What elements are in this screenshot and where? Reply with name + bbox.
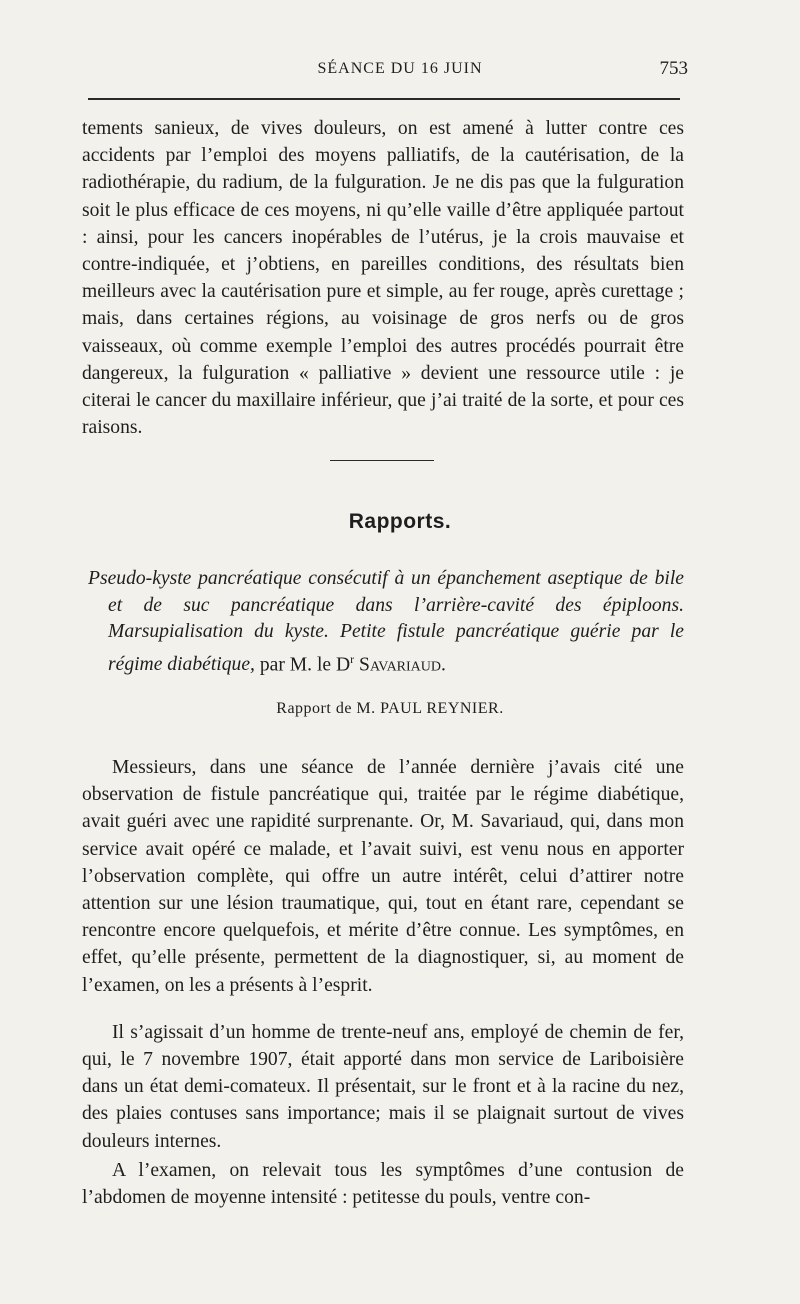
paragraph: Il s’agissait d’un homme de trente-neuf ans, employé de chemin de fer, qui, le 7 novembre 1907, était apporté dans mon service de Lariboisière dans un état demi-comateux. Il présentait, sur le front et à la racine du nez, des plaies contuses sans importance; mais il se plaignait surtout de vives douleurs internes. <box>82 1021 684 1152</box>
paragraph: Messieurs, dans une séance de l’année dernière j’avais cité une observation de fistule pancréatique qui, traitée par le régime diabétique, avait guéri avec une rapidité surprenante. Or, M. Savariaud, qui, dans mon service avait opéré ce malade, et l’avait suivi, est venu nous en apporter l’observation complète, qui offre un autre intérêt, celui d’attirer notre attention sur une lésion traumatique, qui, tout en étant rare, cependant se rencontre encore quelquefois, et mérite d’être connue. Les symptômes, en effet, qu’elle présente, permettent de la diagnostiquer, si, au moment de l’examen, on les a présents à l’esprit. <box>82 757 684 996</box>
page-number: 753 <box>659 58 688 79</box>
report-author: Savariaud. <box>354 654 446 676</box>
report-body <box>82 754 684 1231</box>
report-title <box>88 566 684 679</box>
header-rule <box>88 98 680 100</box>
section-title: Rapports. <box>348 510 452 533</box>
paragraph-text: tements sanieux, de vives douleurs, on est amené à lutter contre ces accidents par l’emploi des moyens palliatifs, de la cautérisation, de la radiothérapie, du radium, de la fulguration. Je ne dis pas que la fulguration soit le plus efficace de ces moyens, ni qu’elle vaille d’être appliquée partout : ainsi, pour les cancers inopérables de l’utérus, je la crois mauvaise et contre-indiquée, et j’obtiens, en pareilles conditions, des résultats bien meilleurs avec la cautérisation pure et simple, au fer rouge, après curettage ; mais, dans certaines régions, au voisinage de gros nerfs ou de gros vaisseaux, où comme exemple l’emploi des autres procédés pourrait être dangereux, la fulguration « palliative » devient une ressource utile : je citerai le cancer du maxillaire inférieur, que j’ai traité de la sorte, et pour ces raisons. <box>82 118 684 439</box>
running-head <box>0 58 800 88</box>
report-byline: Rapport de M. PAUL REYNIER. <box>276 700 504 717</box>
section-separator <box>330 460 434 461</box>
continuation-paragraph <box>82 115 684 441</box>
report-title-italic: Pseudo-kyste pancréatique consécutif à un épanchement aseptique de bile et de suc pancréatique dans l’arrière-cavité des épiploons. Marsupialisation du kyste. Petite fistule pancréatique guérie par le régime diabétique, <box>88 568 684 676</box>
running-title: SÉANCE DU 16 JUIN <box>317 60 483 77</box>
paragraph: A l’examen, on relevait tous les symptômes d’une contusion de l’abdomen de moyenne intensité : petitesse du pouls, ventre con- <box>82 1159 684 1209</box>
report-title-by: par M. le D <box>254 654 351 676</box>
report-title-superscript: r <box>350 651 355 666</box>
